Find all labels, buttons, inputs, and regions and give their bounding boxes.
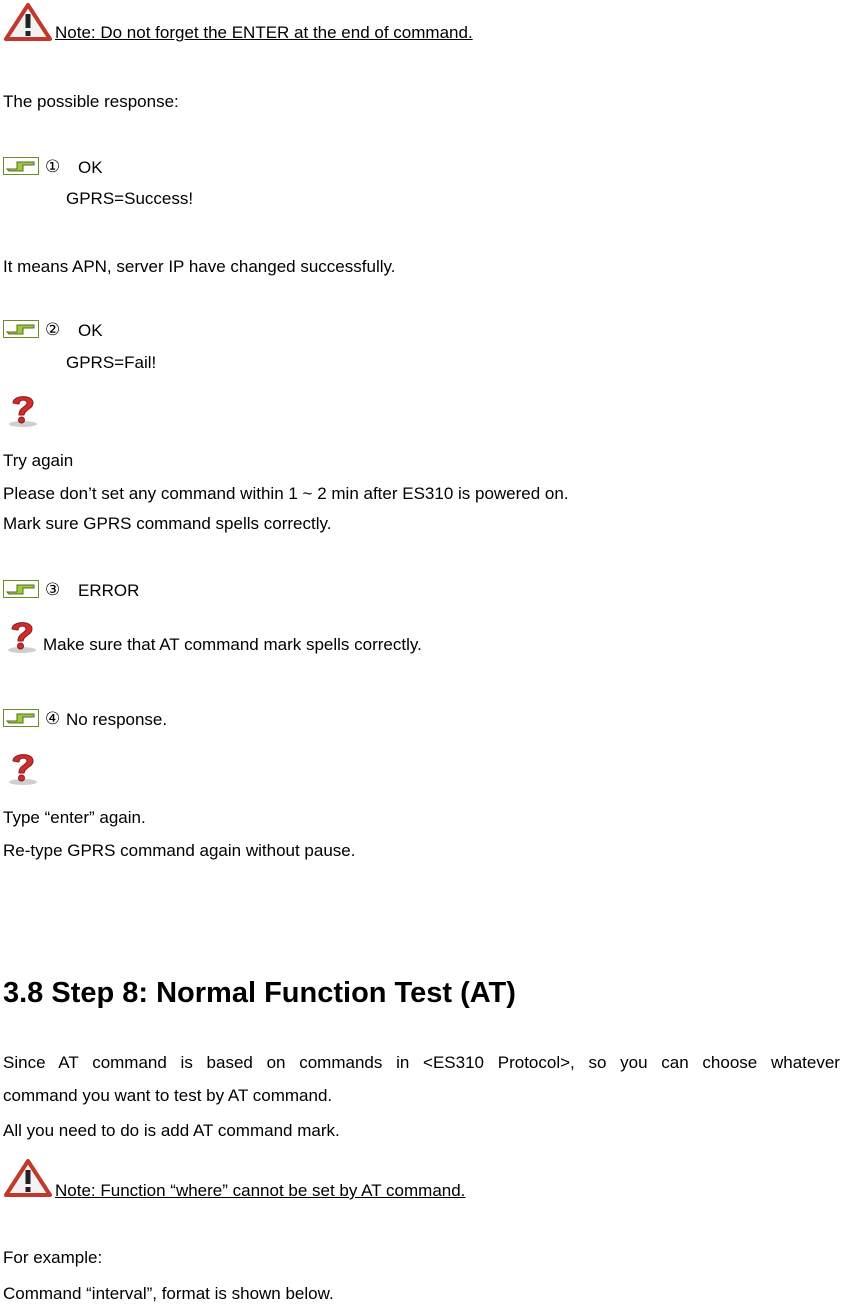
section-heading: 3.8 Step 8: Normal Function Test (AT) — [3, 977, 516, 1009]
pointing-hand-icon — [3, 320, 39, 338]
case2-line1: OK — [78, 321, 103, 340]
case4-tip-1: Type “enter” again. — [3, 808, 146, 827]
case3-line1: ERROR — [78, 581, 140, 600]
case2-tip-2: Please don’t set any command within 1 ~ 2 min after ES310 is powered on. — [3, 484, 569, 503]
warning-triangle-icon — [3, 2, 53, 42]
case1-meaning: It means APN, server IP have changed successfully. — [3, 257, 396, 276]
section-paragraph-line-2: command you want to test by AT command. — [3, 1086, 333, 1105]
case3-number: ③ — [45, 580, 61, 600]
case2-number: ② — [45, 320, 61, 340]
example-label: For example: — [3, 1248, 103, 1267]
note-enter: Note: Do not forget the ENTER at the end of command. — [55, 23, 473, 42]
case2-tip-3: Mark sure GPRS command spells correctly. — [3, 514, 332, 533]
section-paragraph-line-3: All you need to do is add AT command mark. — [3, 1121, 340, 1140]
example-text: Command “interval”, format is shown below. — [3, 1284, 334, 1303]
case4-tip-2: Re-type GPRS command again without pause. — [3, 841, 356, 860]
pointing-hand-icon — [3, 709, 39, 727]
pointing-hand-icon — [3, 157, 39, 175]
response-intro: The possible response: — [3, 92, 179, 111]
section-paragraph-line-1: Since AT command is based on commands in <ES310 Protocol>, so you can choose whatever — [3, 1053, 840, 1072]
case4-number: ④ — [45, 709, 61, 729]
question-mark-icon — [3, 616, 41, 654]
case3-tip: Make sure that AT command mark spells correctly. — [43, 635, 422, 654]
question-mark-icon — [4, 748, 42, 786]
question-mark-icon — [4, 390, 42, 428]
case2-tip-1: Try again — [3, 451, 74, 470]
case1-line1: OK — [78, 158, 103, 177]
warning-triangle-icon — [3, 1158, 53, 1198]
case2-line2: GPRS=Fail! — [66, 353, 157, 372]
case4-line1: No response. — [66, 710, 168, 729]
case1-line2: GPRS=Success! — [66, 189, 194, 208]
pointing-hand-icon — [3, 580, 39, 598]
note-function: Note: Function “where” cannot be set by AT command. — [55, 1181, 466, 1200]
case1-number: ① — [45, 157, 61, 177]
